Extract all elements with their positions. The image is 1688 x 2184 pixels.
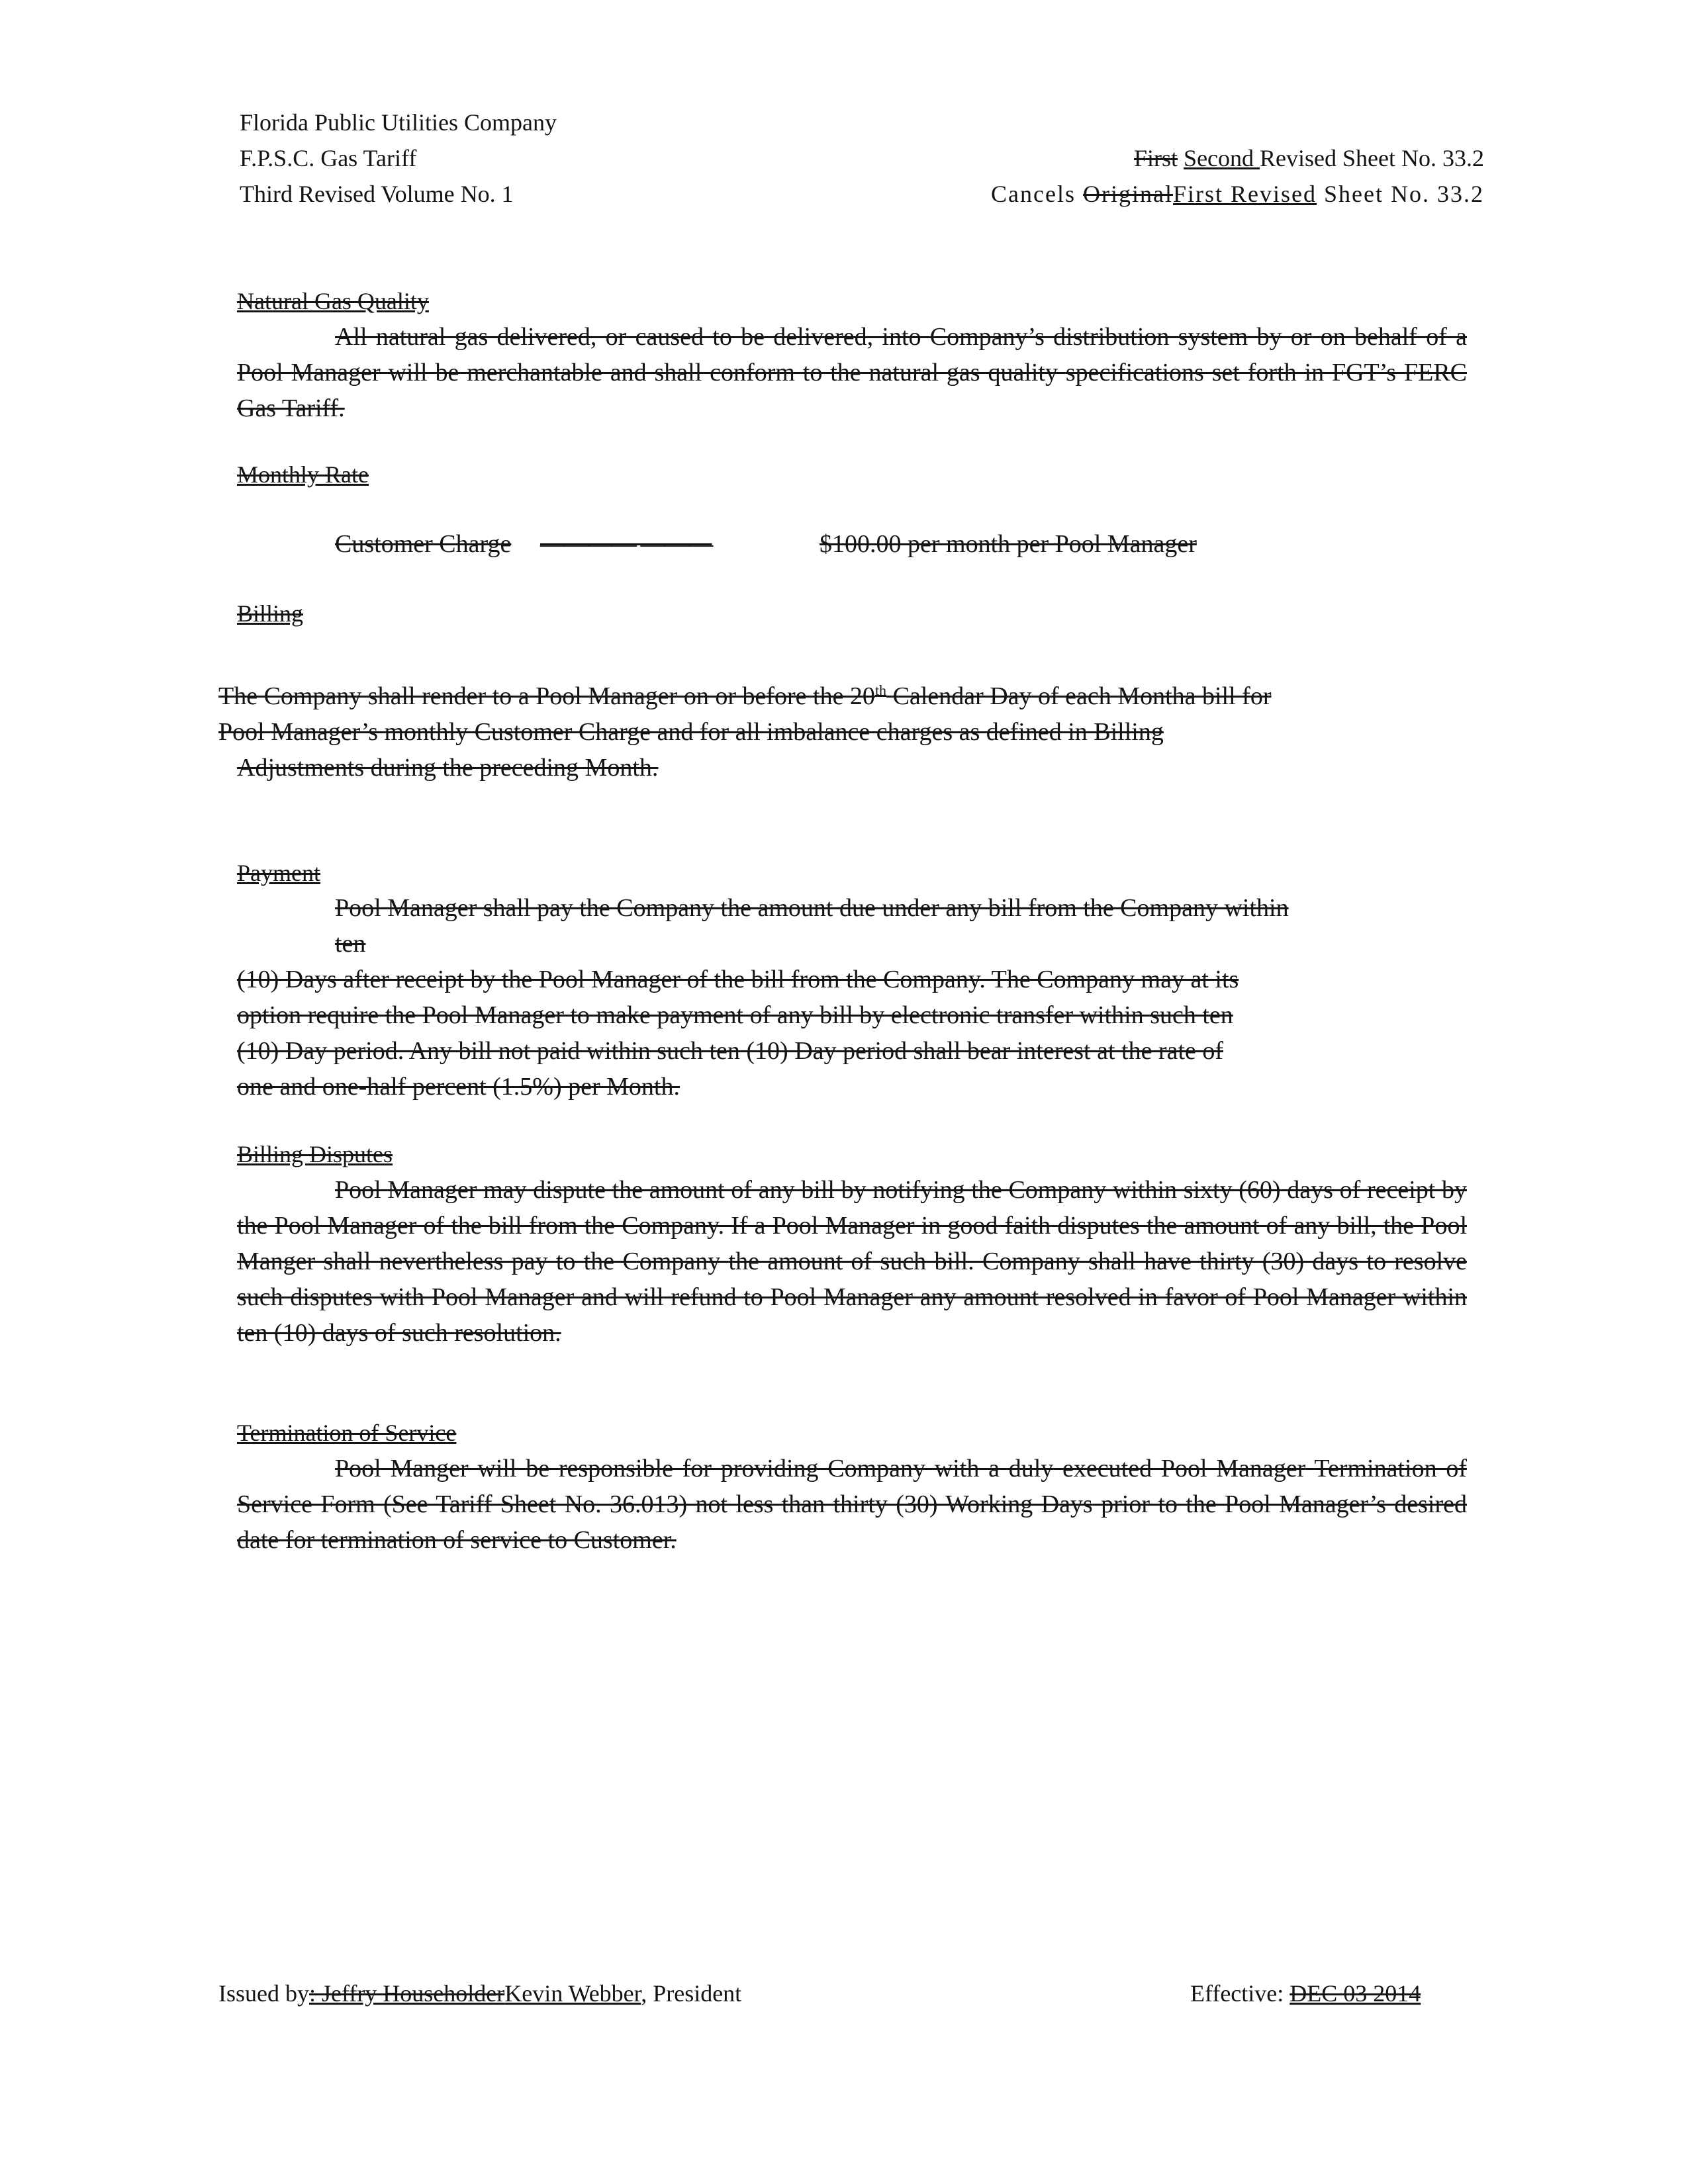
gas-quality-line: on behalf of a Pool Manager will be merchantable and shall conform to the natural gas quality	[237, 323, 1468, 387]
sheet-number	[1134, 140, 1484, 176]
disputes-paragraph	[237, 1172, 1467, 1351]
gas-quality-line: All natural gas delivered, or caused to be delivered, into Company’s distribution system by or	[335, 323, 1312, 351]
sheet-rest-text: Revised Sheet No. 33.2	[1260, 145, 1484, 171]
sheet-struck-text: First	[1134, 145, 1178, 171]
volume-label: Third Revised Volume No. 1	[240, 181, 514, 207]
sheet-inserted-text: Second	[1184, 145, 1260, 171]
disputes-line: resolution.	[454, 1319, 561, 1347]
cancels-inserted-text: First Revised	[1173, 181, 1317, 207]
cancels-line	[991, 176, 1484, 212]
cancels-struck-text: Original	[1083, 181, 1173, 207]
disputes-line: disputes the amount of any bill, the Pool Manger shall nevertheless pay to the Company the amount of	[237, 1212, 1467, 1275]
cancels-rest-text: Sheet No. 33.2	[1317, 181, 1484, 207]
customer-charge-value: $100.00 per month per Pool Manager	[820, 530, 1197, 558]
company-name: Florida Public Utilities Company	[240, 109, 557, 136]
customer-charge-label: Customer Charge	[335, 530, 512, 558]
section-heading-billing: Billing	[237, 600, 304, 627]
issued-inserted-name: Kevin Webber	[504, 1980, 641, 2007]
disputes-line: days of receipt by the Pool Manager of the bill from the Company. If a Pool Manager in good faith	[237, 1176, 1468, 1240]
payment-line: option require the Pool Manager to make payment of any bill by electronic transfer within such ten	[237, 1001, 1233, 1029]
effective-date	[1190, 1976, 1421, 2011]
customer-charge-leader: ———— ———	[540, 530, 712, 558]
disputes-line: such bill. Company shall have thirty (30) days to resolve such disputes with Pool Manager and will	[237, 1248, 1467, 1311]
payment-line: one and one-half percent (1.5%) per Month.	[237, 1073, 680, 1101]
disputes-line: Pool Manager may dispute the amount of any bill by notifying the Company within sixty (60)	[335, 1176, 1281, 1204]
billing-superscript: th	[874, 682, 887, 699]
payment-line: Pool Manager shall pay the Company the amount due under any bill from the Company within	[335, 894, 1289, 922]
section-heading-gas-quality: Natural Gas Quality	[237, 288, 429, 314]
issued-title: , President	[641, 1980, 742, 2007]
payment-line: (10) Days after receipt by the Pool Manager of the bill from the Company. The Company may at its	[237, 966, 1239, 993]
billing-text: Calendar Day of each Montha bill for	[886, 682, 1272, 710]
termination-line: Termination of Service Form (See Tariff Sheet No. 36.013) not less than thirty (30) Working Days	[237, 1455, 1467, 1518]
cancels-label: Cancels	[991, 181, 1084, 207]
billing-text: The Company shall render to a Pool Manager on or before the 20	[218, 682, 875, 710]
effective-date-value: DEC 03 2014	[1289, 1980, 1421, 2007]
termination-line: Pool Manger will be responsible for providing Company with a duly executed Pool Manager	[335, 1455, 1306, 1482]
issued-label: Issued by	[218, 1980, 309, 2007]
gas-quality-line: specifications set forth in FGT’s FERC Gas Tariff.	[237, 359, 1468, 422]
billing-line	[218, 678, 1271, 714]
effective-label: Effective:	[1190, 1980, 1290, 2007]
tariff-name: F.P.S.C. Gas Tariff	[240, 145, 417, 171]
section-heading-monthly-rate: Monthly Rate	[237, 461, 369, 488]
section-heading-billing-disputes: Billing Disputes	[237, 1141, 393, 1167]
termination-line: prior to the Pool Manager’s desired date for termination of service to Customer.	[237, 1490, 1468, 1554]
issued-struck-name: : Jeffry Householder	[309, 1980, 505, 2007]
termination-paragraph	[237, 1451, 1467, 1558]
billing-line: Pool Manager’s monthly Customer Charge and for all imbalance charges as defined in Billing	[218, 718, 1164, 746]
gas-quality-paragraph	[237, 319, 1467, 426]
section-heading-termination: Termination of Service	[237, 1420, 457, 1446]
payment-line: ten	[335, 930, 366, 958]
disputes-line: refund to Pool Manager any amount resolved in favor of Pool Manager within ten (10) days of such	[237, 1283, 1468, 1347]
section-heading-payment: Payment	[237, 860, 320, 886]
billing-line: Adjustments during the preceding Month.	[237, 754, 659, 782]
issued-by	[218, 1976, 741, 2011]
payment-line: (10) Day period. Any bill not paid within such ten (10) Day period shall bear interest at the rate of	[237, 1037, 1224, 1065]
